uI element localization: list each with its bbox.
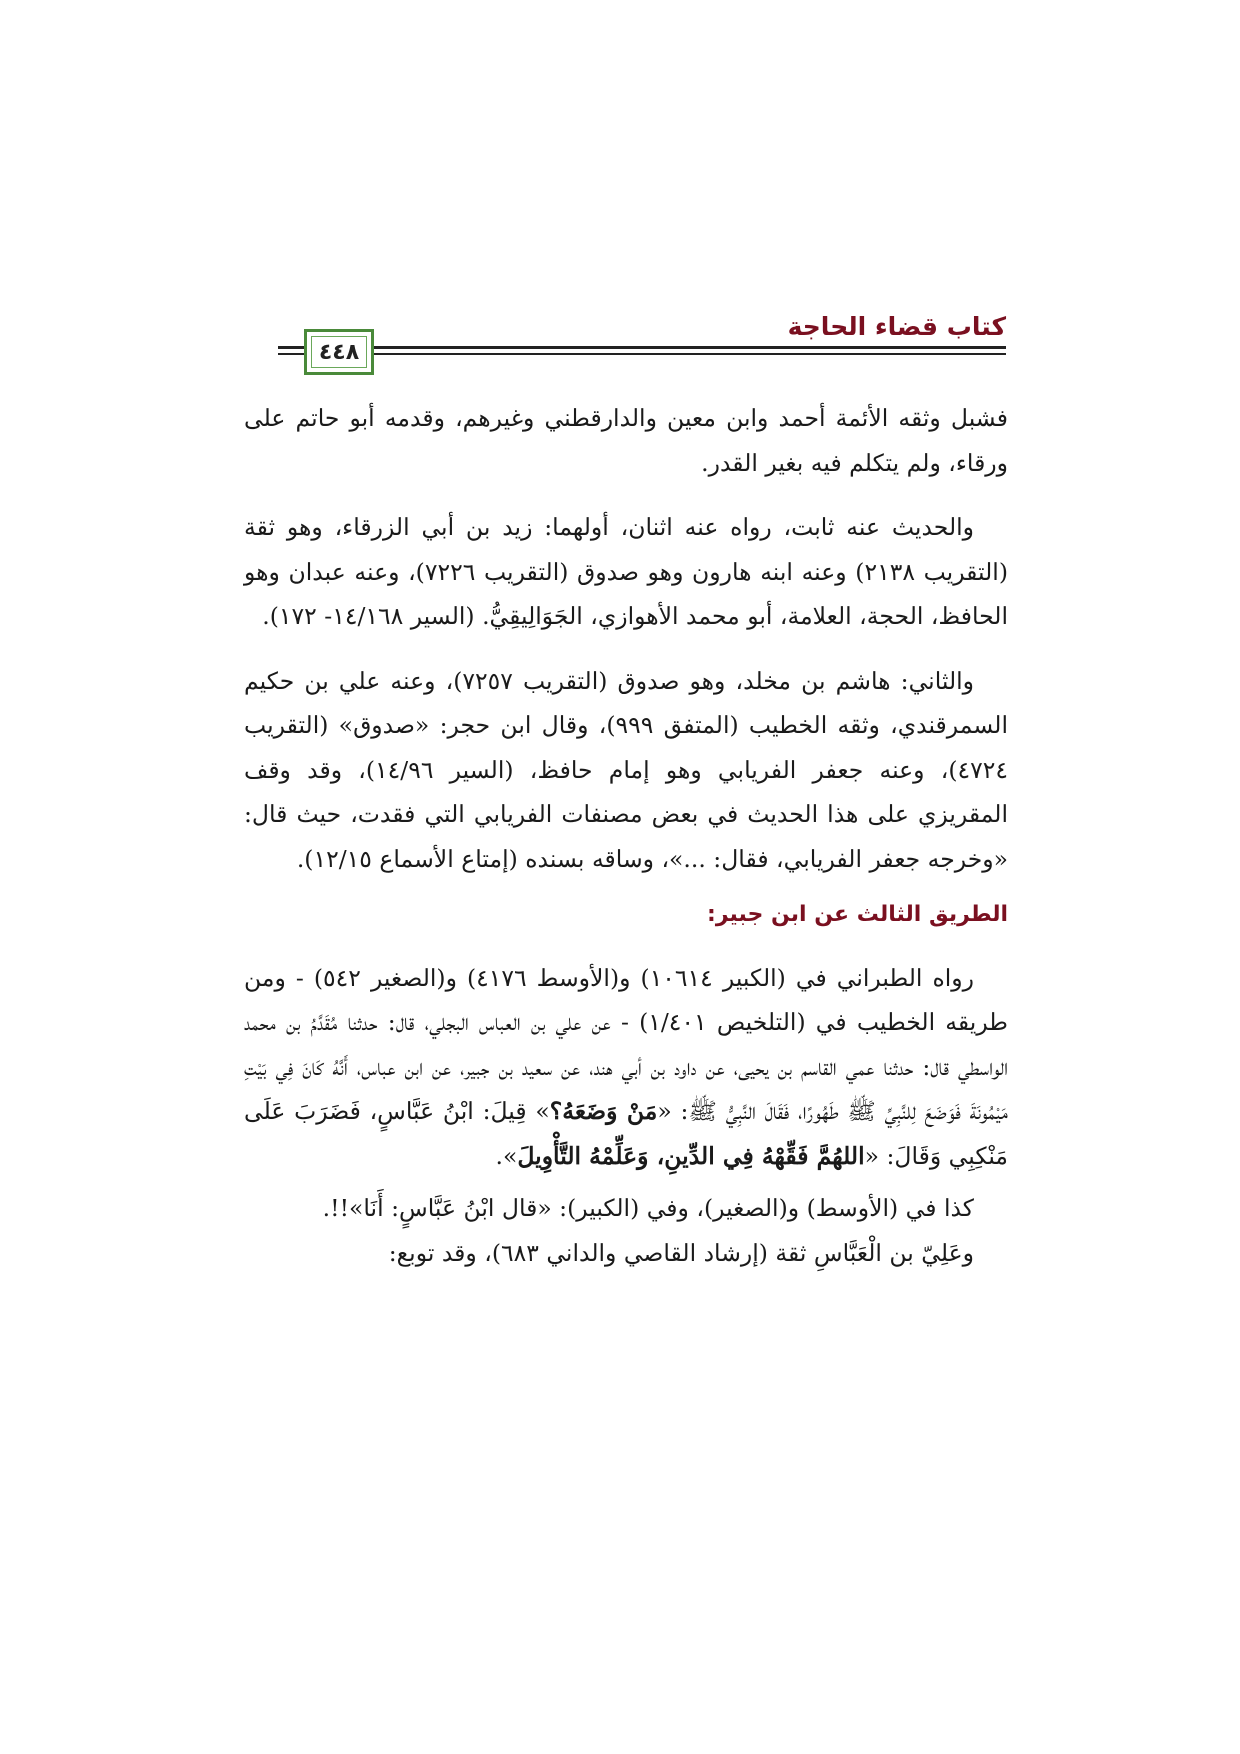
hadith-quote-2: اللهُمَّ فَقِّهْهُ فِي الدِّينِ، وَعَلِّمْهُ التَّأْوِيلَ — [517, 1141, 865, 1170]
page-number: ٤٤٨ — [318, 339, 360, 365]
section-heading: الطريق الثالث عن ابن جبير: — [707, 902, 1008, 927]
paragraph-4-text-a: رواه الطبراني في (الكبير ١٠٦١٤) و(الأوسط ٤١٧٦) و(الصغير ٥٤٢) - ومن طريقه الخطيب في (التلخيص ١/٤٠١) - عن علي بن العباس البجلي، قال: حدثنا مُقَدَّمُ بن محمد الواسطي قال: حدثنا عمي القاسم بن يحيى، عن داود بن أبي هند، عن سعيد بن جبير، عن ابن عباس، أَنَّهُ كَانَ فِي بَيْتِ مَيْمُونَةَ فَوَضَعَ لِلنَّبِيِّ ﷺ طَهُورًا، فَقَالَ النَّبِيُّ ﷺ: « — [244, 963, 1008, 1125]
page-number-badge — [304, 329, 374, 375]
header-rule-bottom — [330, 353, 1006, 355]
paragraph-4-text-b: » قِيلَ: ابْنُ عَبَّاسٍ، فَضَرَبَ عَلَى مَنْكِبِي وَقَالَ: « — [244, 1097, 1008, 1170]
paragraph-5: كذا في (الأوسط) و(الصغير)، وفي (الكبير): «قال ابْنُ عَبَّاسٍ: أَنَا»!!. — [322, 1194, 974, 1222]
hadith-quote-1: مَنْ وَضَعَهُ؟ — [549, 1097, 658, 1125]
header-rule-left-top — [278, 346, 304, 349]
body-text — [244, 396, 1008, 1275]
paragraph-4-text-c: ». — [495, 1141, 518, 1170]
book-title: كتاب قضاء الحاجة — [787, 312, 1006, 341]
paragraph-2: والحديث عنه ثابت، رواه عنه اثنان، أولهما: زيد بن أبي الزرقاء، وهو ثقة (التقريب ٢١٣٨) وعنه ابنه هارون وهو صدوق (التقريب ٧٢٢٦)، وعنه عبدان وهو الحافظ، الحجة، العلامة، أبو محمد الأهوازي، الجَوَالِيقِيُّ. (السير ١٤/١٦٨- ١٧٢). — [244, 513, 1009, 630]
paragraph-6: وعَلِيّ بن الْعَبَّاسِ ثقة (إرشاد القاصي والداني ٦٨٣)، وقد توبع: — [388, 1238, 974, 1267]
paragraph-4 — [244, 956, 1008, 1179]
paragraph-3: والثاني: هاشم بن مخلد، وهو صدوق (التقريب ٧٢٥٧)، وعنه علي بن حكيم السمرقندي، وثقه الخطيب (المتفق ٩٩٩)، وقال ابن حجر: «صدوق» (التقريب ٤٧٢٤)، وعنه جعفر الفريابي وهو إمام حافظ، (السير ١٤/٩٦)، وقد وقف المقريزي على هذا الحديث في بعض مصنفات الفريابي التي فقدت، حيث قال: «وخرجه جعفر الفريابي، فقال: ...»، وساقه بسنده (إمتاع الأسماع ١٢/١٥). — [244, 666, 1008, 873]
paragraph-1: فشبل وثقه الأئمة أحمد وابن معين والدارقطني وغيرهم، وقدمه أبو حاتم على ورقاء، ولم يتكلم فيه بغير القدر. — [244, 404, 1008, 477]
header-rule-left-bottom — [278, 353, 304, 355]
header-rule-top — [330, 346, 1006, 349]
